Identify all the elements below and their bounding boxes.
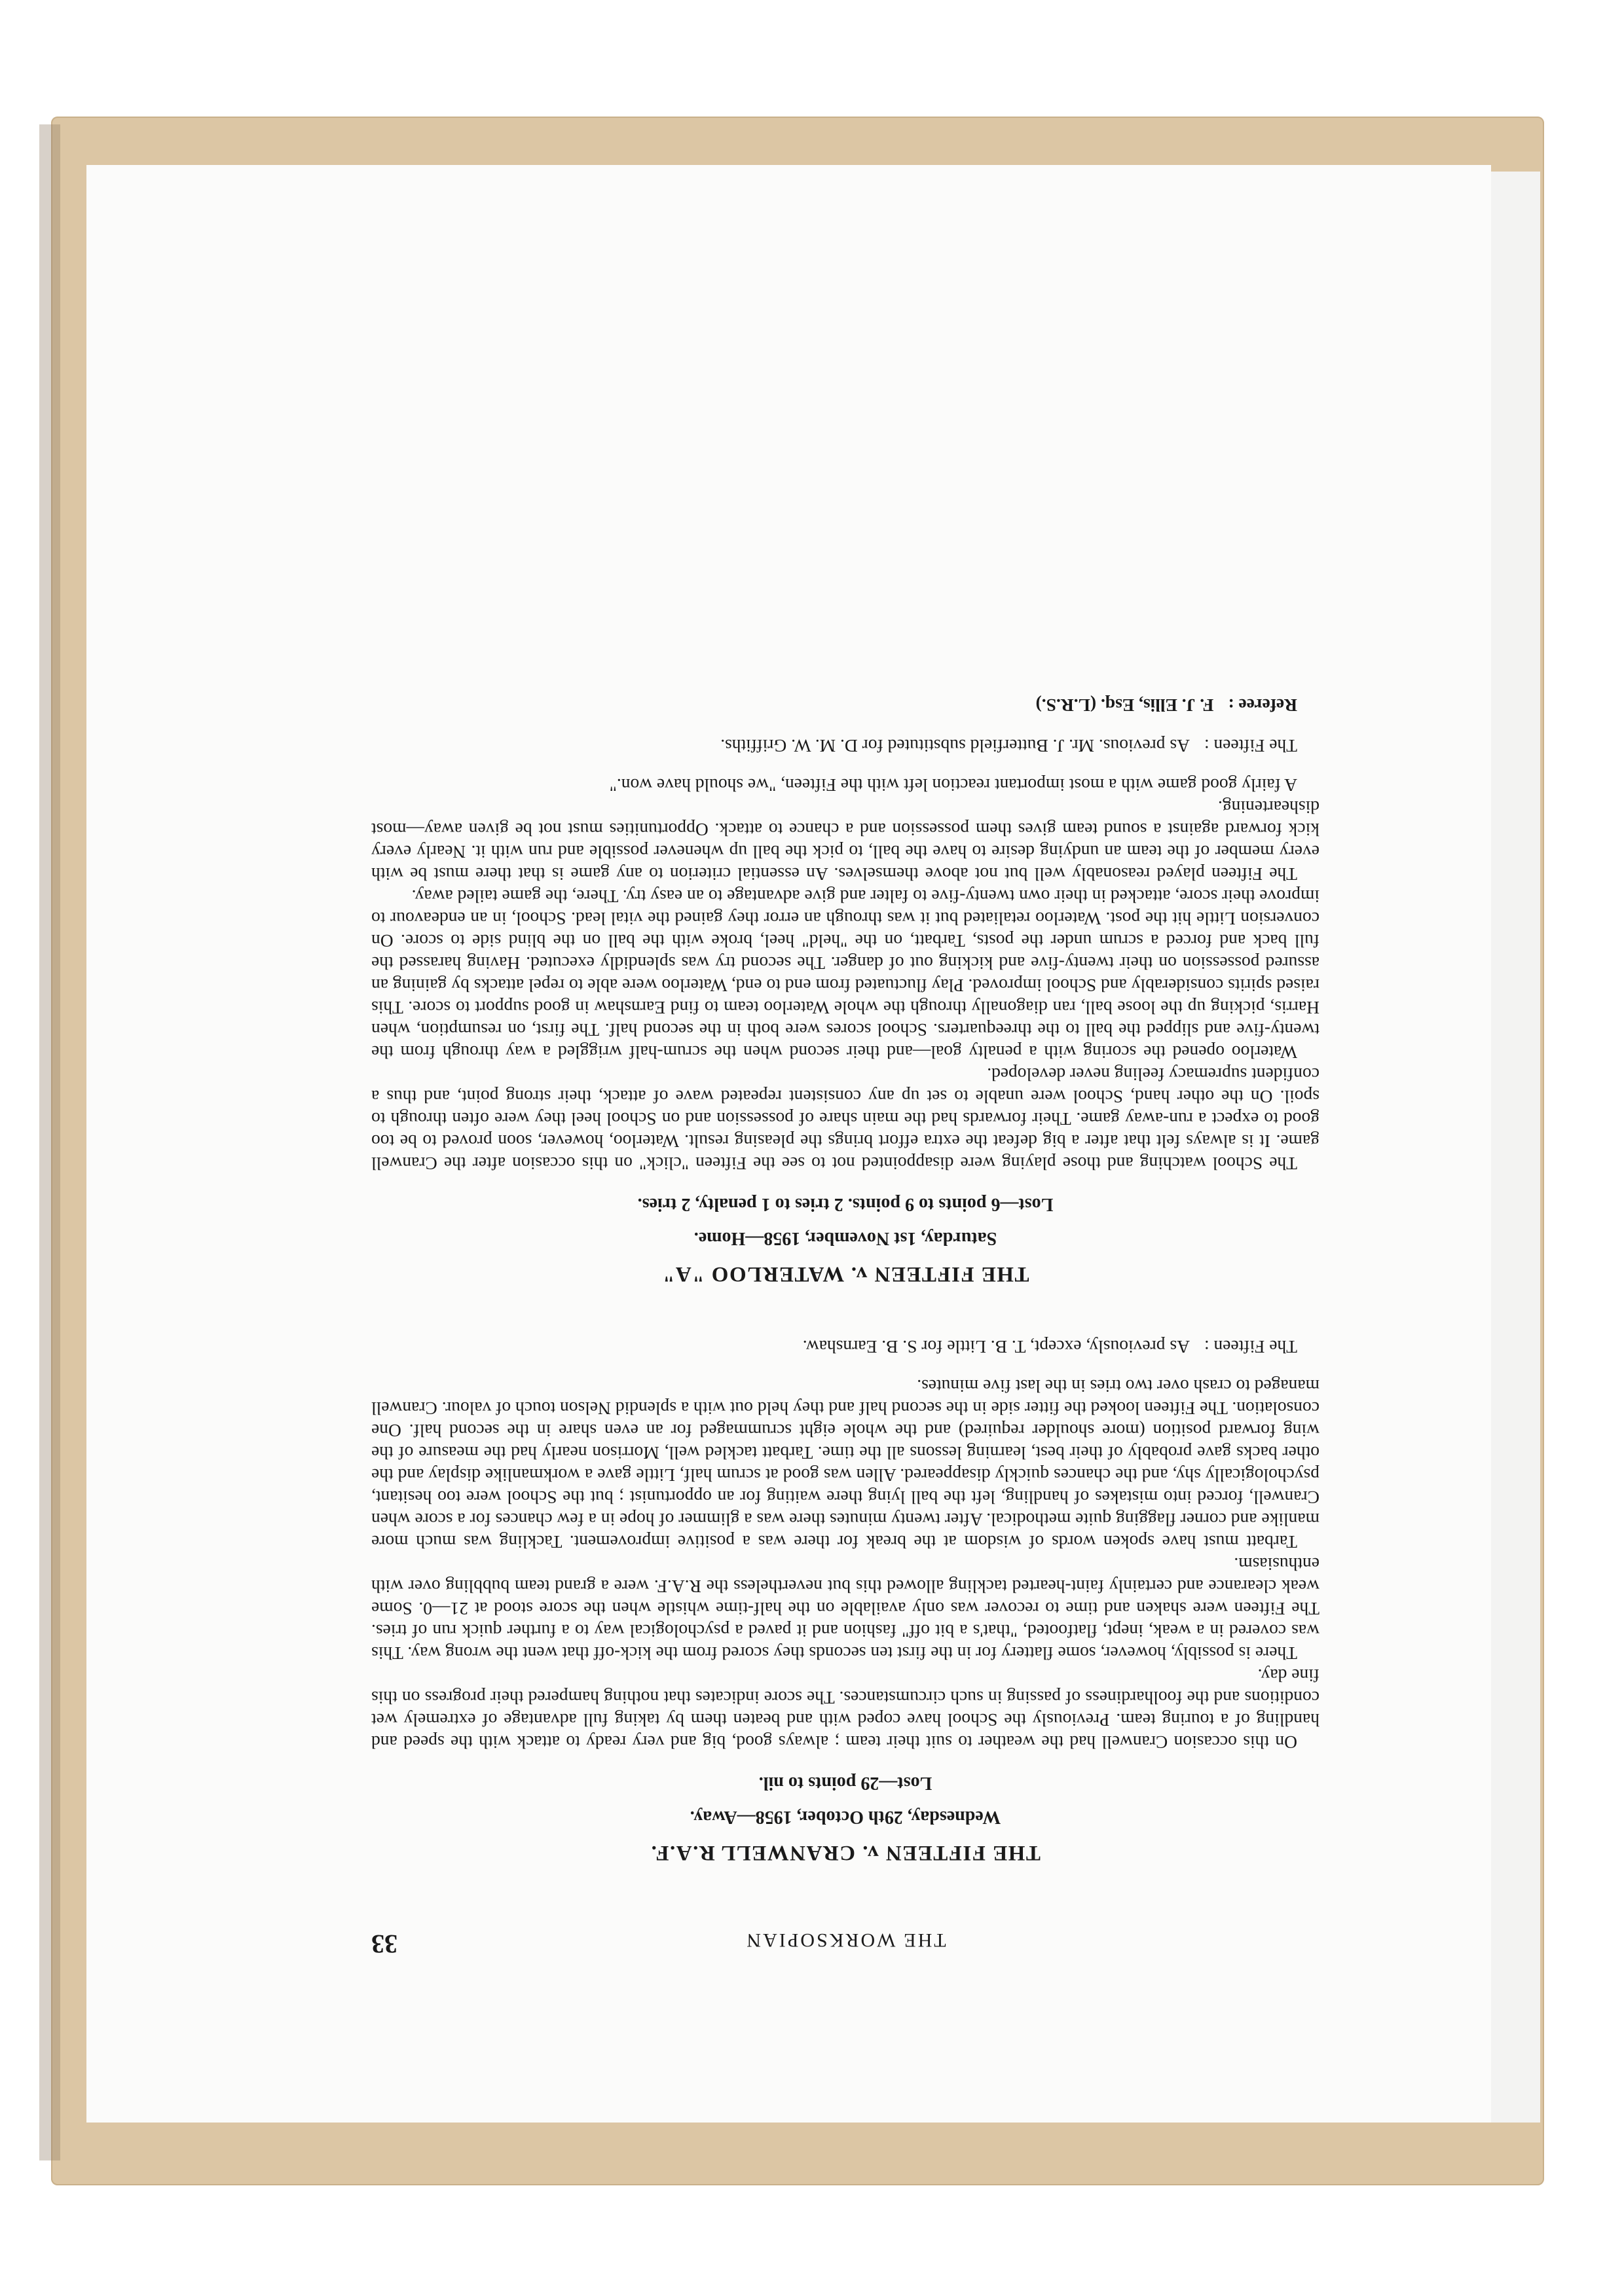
report-paragraph: Tarbatt must have spoken words of wisdom at the break for there was a positive improvement. Tackling was much more manlike and corner flagging quite methodical. After twenty minutes there was a glimmer of hope in a few chances for a score when Cranwell, forced into mistakes of handling, left the ball lying there waiting for an opportunist ; but the School were too hesitant, psychologically shy, and the chances quickly disappeared. Allen was good at scrum half, Little gave a workmanlike display and the other backs gave probably of their best, learning lessons all the time. Tarbatt tackled well, Morrison nearly had the measure of the wing forward position (more shoulder required) and the whole eight scrummaged for an even share in the second half. One consolation. The Fifteen looked the fitter side in the second half and they held out with a splendid Nelson touch of valour. Cranwell managed to crash over two tries in the last five minutes. [371, 1376, 1320, 1552]
page-number: 33 [371, 1929, 397, 1959]
page-header [371, 1922, 1320, 1959]
report-paragraph: Waterloo opened the scoring with a penalty goal—and their second when the scrum-half wriggled a way through from the twenty-five and slipped the ball to the threequarters. School scores were both in the second half. The first, on resumption, when Harris, picking up the loose ball, ran diagonally through the whole Waterloo team to find Earnshaw in good support to score. This raised spirits considerably and School improved. Play fluctuated from end to end, Waterloo were able to repel attacks by gaining an assured possession on their twenty-five and kicking out of danger. The second try was splendidly executed. Having harassed the full back and forced a scrum under the posts, Tarbatt, on the "held" heel, broke with the ball on the blind side to score. On conversion Little hit the post. Waterloo retaliated but it was through an error they gained the vital lead. School, in an endeavour to improve their score, attacked in their own twenty-five to falter and give advantage to an easy try. There, the game tailed away. [371, 886, 1320, 1063]
match-report-waterloo [371, 694, 1320, 1287]
report-paragraph: On this occasion Cranwell had the weather to suit their team ; always good, big and very ready to attack with the speed and handling of a touring team. Previously the School have coped with and beaten them by taking full advantage of extremely wet conditions and the foolhardiness of passing in such circumstances. The score indicates that nothing hampered their progress on this fine day. [371, 1666, 1320, 1753]
team-label: The Fifteen : [1204, 1337, 1297, 1357]
match-heading: THE FIFTEEN v. CRANWELL R.A.F. [650, 1841, 1041, 1865]
report-paragraph: The School watching and those playing were disappointed not to see the Fifteen "click" on this occasion after the Cranwell game. It is always felt that after a big defeat the extra effort brings the pleasing result. Waterloo, however, soon proved to be too good to expect a run-away game. Their forwards had the main share of possession and on School heel they were often through to spoil. On the other hand, School were unable to set up any consistent repeated wave of attack, their strong point, and thus a confident supremacy feeling never developed. [371, 1065, 1320, 1174]
team-line [371, 735, 1320, 757]
adjacent-page-edge [1486, 172, 1540, 2123]
match-result: Lost—29 points to nil. [758, 1773, 932, 1793]
match-result: Lost—6 points to 9 points. 2 tries to 1 penalty, 2 tries. [637, 1194, 1054, 1214]
match-date: Saturday, 1st November, 1958—Home. [693, 1228, 997, 1248]
match-date: Wednesday, 29th October, 1958—Away. [690, 1807, 1001, 1827]
match-heading: THE FIFTEEN v. WATERLOO "A" [661, 1262, 1029, 1286]
team-text: As previous. Mr. J. Butterfield substituted for D. M. W. Griffiths. [720, 736, 1190, 756]
upside-down-content [86, 165, 1491, 2123]
team-line [371, 1336, 1320, 1358]
magazine-page [86, 165, 1491, 2123]
report-paragraph: A fairly good game with a most important reaction left with the Fifteen, "we should have won." [609, 775, 1297, 795]
binder-edge [39, 124, 60, 2160]
referee-label: Referee : [1228, 695, 1297, 716]
referee-name: F. J. Ellis, Esq. (L.R.S.) [1035, 695, 1214, 716]
page-content [371, 694, 1320, 1959]
report-paragraph: The Fifteen played reasonably well but not above themselves. An essential criterion to any game is that there must be with every member of the team an undying desire to have the ball, to pick the ball up whenever possible and run with it. Nearly every kick forward against a sound team gives them possession and a chance to attack. Opportunities must not be given away—most disheartening. [371, 797, 1320, 884]
report-paragraph: There is possibly, however, some flattery for in the first ten seconds they scored from the kick-off that went the wrong way. This was covered in a weak, inept, flatfooted, "that's a bit off" fashion and it paved a psychological way to a further quick run of tries. The Fifteen were shaken and time to recover was only available on the half-time whistle when the score stood at 21—0. Some weak clearance and certainly faint-hearted tackling allowed this but nevertheless the R.A.F. were a grand team bubbling over with enthusiasm. [371, 1554, 1320, 1664]
referee-line [371, 694, 1320, 716]
section-gap [371, 1287, 1320, 1336]
team-label: The Fifteen : [1204, 736, 1297, 756]
team-text: As previously, except, T. B. Little for S. B. Earnshaw. [802, 1337, 1190, 1357]
match-report-cranwell [371, 1336, 1320, 1866]
running-title: THE WORKSOPIAN [745, 1929, 946, 1951]
